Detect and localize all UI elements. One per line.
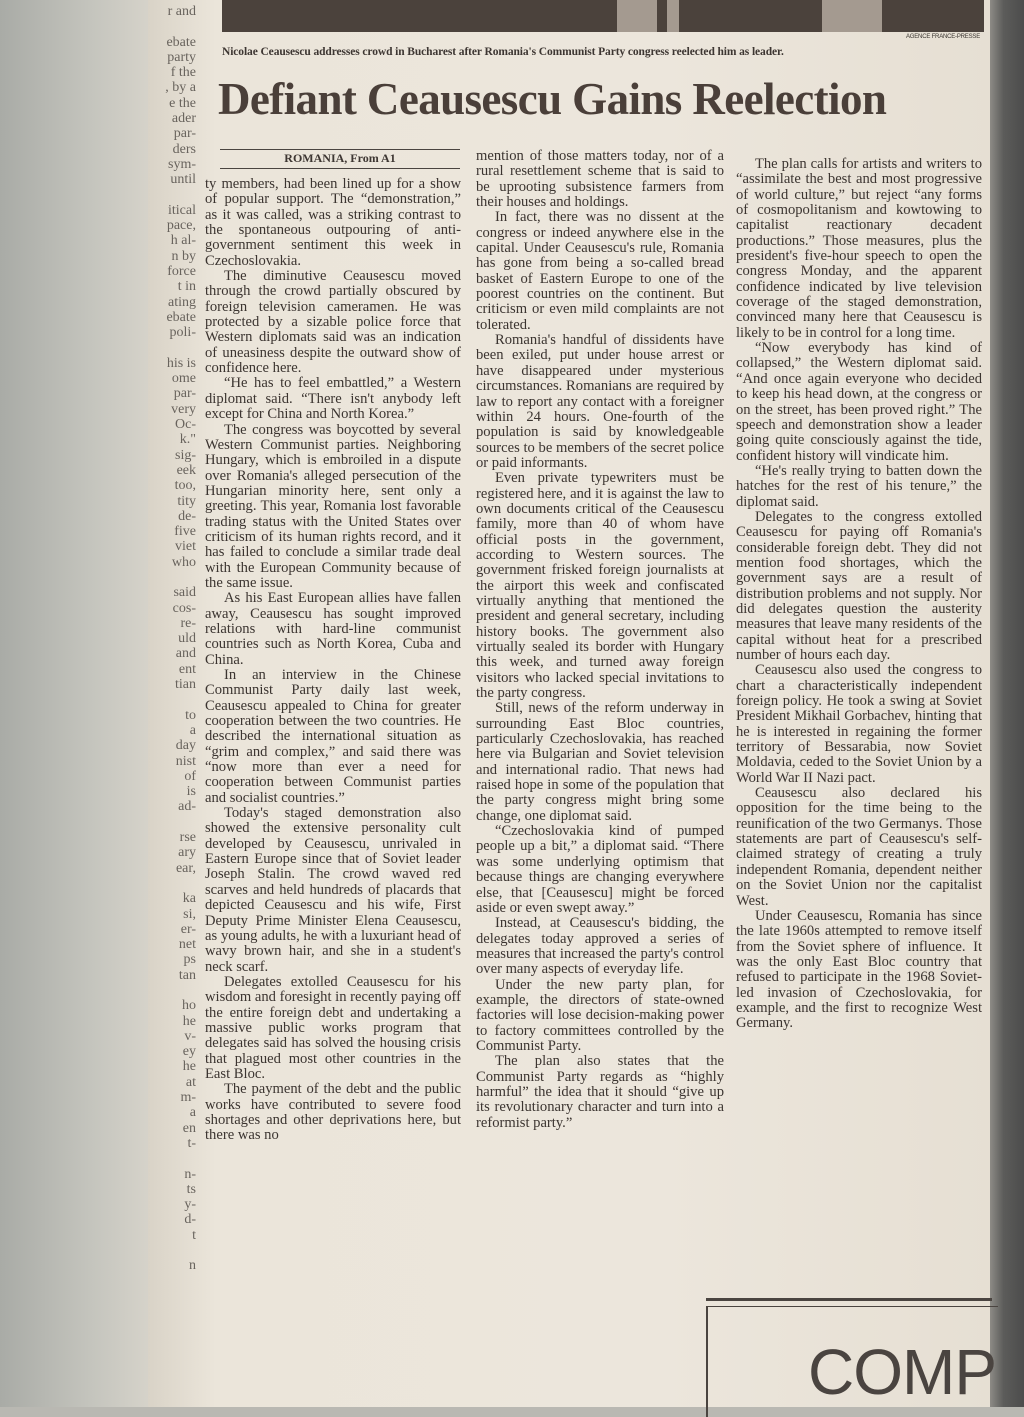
fragment-line: h al- bbox=[170, 233, 196, 249]
article-column-2 bbox=[476, 149, 724, 1131]
fragment-line: ders bbox=[172, 141, 196, 157]
article-paragraph: Delegates to the congress extolled Ceausescu for paying off Romania's considerable foreign debt. They did not mention food shortages, which the government says are a result of distribution problems and not supply. Nor did delegates question the austerity measures that leave many residents of the capital without heat for a prescribed number of hours each day. bbox=[736, 508, 982, 663]
article-paragraph: In fact, there was no dissent at the congress or indeed anywhere else in the capital. Under Ceausescu's rule, Romania has gone from being a so-called bread basket of Eastern Europe to one of the poorest countries on the continent. But criticism or even mild complaints are not tolerated. bbox=[476, 209, 724, 333]
fragment-line bbox=[138, 692, 196, 707]
fragment-line: n- bbox=[184, 1166, 196, 1182]
fragment-line: ary bbox=[178, 845, 196, 861]
fragment-line bbox=[138, 341, 196, 356]
fragment-line: ent bbox=[178, 661, 196, 677]
fragment-line: nist bbox=[175, 753, 196, 769]
article-paragraph: Instead, at Ceausescu's bidding, the delegates today approved a series of measures that increased the party's control over many aspects of everyday life. bbox=[476, 915, 724, 978]
fragment-line: ader bbox=[171, 111, 196, 127]
fragment-line bbox=[138, 570, 196, 585]
article-paragraph: As his East European allies have fallen away, Ceausescu has sought improved relations with hard-line communist countries such as North Korea, Cuba and China. bbox=[205, 590, 461, 668]
fragment-line: par- bbox=[173, 126, 196, 142]
fragment-line: ebate bbox=[166, 34, 196, 50]
fragment-line: party bbox=[167, 49, 196, 65]
article-paragraph: Romania's handful of dissidents have been exiled, put under house arrest or have disappeared under mysterious circumstances. Romanians are required by law to report any contact with a foreigner within 24 hours. One-fourth of the population is said by knowledgeable sources to be members of the secret police or paid informants. bbox=[476, 332, 724, 471]
article-paragraph: Under the new party plan, for example, the directors of state-owned factories will lose decision-making power to factory committees controlled by the Communist Party. bbox=[476, 976, 724, 1054]
fragment-line: tian bbox=[175, 677, 196, 693]
article-paragraph: The plan also states that the Communist Party regards as “highly harmful” the idea that it should “give up its revolutionary character and turn into a reformist party.” bbox=[476, 1053, 724, 1131]
article-paragraph: Still, news of the reform underway in surrounding East Bloc countries, particularly Czechoslovakia, has reached here via Bulgarian and Soviet television and international radio. That news had raised hope in some of the population that the party congress might bring some change, one diplomat said. bbox=[476, 700, 724, 824]
fragment-line: de- bbox=[178, 508, 196, 524]
fragment-line bbox=[138, 815, 196, 830]
fragment-line bbox=[138, 1151, 196, 1166]
scan-background-right bbox=[990, 0, 1024, 1407]
fragment-line: cos- bbox=[172, 600, 196, 616]
photo-credit: AGENCE FRANCE-PRESSE bbox=[905, 34, 980, 40]
adjacent-ad-box bbox=[706, 1306, 998, 1417]
article-paragraph: “Now everybody has kind of collapsed,” the Western diplomat said. “And once again everyone who decided to keep his head down, at the congress or on the street, has been proved right.” The speech and demonstration show a leader going quite consciously against the tide, confident history will vindicate him. bbox=[736, 340, 982, 464]
fragment-line: , by a bbox=[165, 80, 196, 96]
article-paragraph: Delegates extolled Ceausescu for his wisdom and foresight in recently paying off the entire foreign debt and undertaking a massive public works program that delegates said has solved the housing crisis that plagued most other countries in the East Bloc. bbox=[205, 973, 461, 1082]
article-paragraph: “He's really trying to batten down the hatches for the rest of his tenure,” the diplomat said. bbox=[736, 462, 982, 510]
fragment-line: r and bbox=[167, 4, 196, 19]
fragment-line: d- bbox=[184, 1212, 196, 1228]
fragment-line: ad- bbox=[178, 799, 196, 815]
box-rule bbox=[706, 1298, 992, 1301]
fragment-line: poli- bbox=[169, 325, 196, 341]
fragment-line: sym- bbox=[168, 156, 196, 172]
fragment-line: par- bbox=[173, 386, 196, 402]
fragment-line: n by bbox=[171, 248, 196, 264]
ad-box-text: COMP bbox=[808, 1336, 996, 1408]
fragment-line: f the bbox=[170, 65, 196, 81]
article-paragraph: mention of those matters today, nor of a rural resettlement scheme that is said to be uprooting subsistence farmers from their houses and holdings. bbox=[476, 148, 724, 211]
fragment-line: ome bbox=[171, 371, 196, 387]
fragment-line: m- bbox=[180, 1090, 196, 1106]
fragment-line: too, bbox=[174, 478, 196, 494]
fragment-line bbox=[138, 188, 196, 203]
fragment-line: uld bbox=[178, 631, 196, 647]
fragment-line: of bbox=[184, 768, 196, 784]
fragment-line: ps bbox=[183, 952, 196, 968]
fragment-line: eek bbox=[176, 462, 196, 478]
fragment-line: ear, bbox=[175, 860, 196, 876]
fragment-line: force bbox=[167, 264, 196, 280]
fragment-line: ating bbox=[168, 294, 196, 310]
fragment-line: re- bbox=[180, 615, 196, 631]
fragment-line: e the bbox=[169, 95, 196, 111]
fragment-line: rse bbox=[179, 830, 196, 846]
news-photo bbox=[222, 0, 984, 32]
article-paragraph: Even private typewriters must be registered here, and it is against the law to own documents critical of the Ceausescu family, more than 40 of whom have official posts in the government, according to Western sources. The government frisked foreign journalists at the airport this week and confiscated virtually anything that mentioned the president and general secretary, including history books. The government also virtually sealed its border with Hungary this week, and turned away foreign visitors who lacked special invitations to the party congress. bbox=[476, 470, 724, 702]
fragment-line: until bbox=[170, 172, 196, 188]
fragment-line: is bbox=[186, 784, 196, 800]
jump-label: ROMANIA, From A1 bbox=[220, 149, 460, 169]
article-paragraph: The congress was boycotted by several Western Communist parties. Neighboring Hungary, which is embroiled in a dispute over Romania's alleged persecution of the Hungarian minority here, sent only a greeting. This year, Romania lost favorable trading status with the United States over criticism of its human rights record, and it has failed to conclude a similar trade deal with the European Community because of the same issue. bbox=[205, 421, 461, 591]
fragment-line: k." bbox=[179, 432, 196, 448]
fragment-line: ka bbox=[182, 891, 196, 907]
fragment-line: five bbox=[174, 524, 196, 540]
article-column-3 bbox=[736, 157, 982, 1032]
photo-caption: Nicolae Ceausescu addresses crowd in Bucharest after Romania's Communist Party congress reelected him as leader. bbox=[222, 46, 784, 58]
fragment-line: y- bbox=[184, 1197, 196, 1213]
fragment-line: itical bbox=[168, 202, 196, 218]
fragment-line: ebate bbox=[166, 309, 196, 325]
fragment-line bbox=[138, 1243, 196, 1258]
article-paragraph: Ceausescu also declared his opposition for the time being to the reunification of the two Germanys. Those statements are part of Ceausescu's self-claimed strategy of creating a truly independent Romania, dependent neither on the Soviet Union nor the capitalist West. bbox=[736, 785, 982, 909]
headline: Defiant Ceausescu Gains Reelection bbox=[218, 74, 887, 124]
adjacent-column-fragments bbox=[138, 4, 196, 1404]
article-paragraph: Under Ceausescu, Romania has since the late 1960s attempted to remove itself from the Soviet sphere of influence. It was the only East Bloc country that refused to participate in the 1968 Soviet-led invasion of Czechoslovakia, for example, and the first to recognize West Germany. bbox=[736, 907, 982, 1032]
fragment-line: he bbox=[182, 1013, 196, 1029]
fragment-line: n bbox=[189, 1258, 196, 1274]
fragment-line: en bbox=[182, 1120, 196, 1136]
article-paragraph: Today's staged demonstration also showed the extensive personality cult developed by Ceausescu, unrivaled in Eastern Europe since that of Soviet leader Joseph Stalin. The crowd waved red scarves and held hundreds of placards that depicted Ceausescu and his wife, First Deputy Prime Minister Elena Ceausescu, as young adults, he with a luxuriant head of wavy brown hair, and she in a student's neck scarf. bbox=[205, 805, 461, 975]
fragment-line: ho bbox=[182, 998, 196, 1014]
fragment-line: tity bbox=[177, 493, 196, 509]
fragment-line: pace, bbox=[166, 218, 196, 234]
fragment-line: a bbox=[189, 722, 196, 738]
article-paragraph: Ceausescu also used the congress to chart a characteristically independent foreign policy. He took a swing at Soviet President Mikhail Gorbachev, hinting that he is interested in regaining the former territory of Bessarabia, now Soviet Moldavia, ceded to the Soviet Union by a World War II Nazi pact. bbox=[736, 662, 982, 786]
photo-figure bbox=[667, 0, 679, 32]
fragment-line: and bbox=[175, 646, 196, 662]
fragment-line: his is bbox=[166, 355, 196, 371]
fragment-line bbox=[138, 876, 196, 891]
fragment-line: sig- bbox=[175, 447, 196, 463]
fragment-line: Oc- bbox=[175, 417, 196, 433]
fragment-line: he bbox=[182, 1059, 196, 1075]
fragment-line: at bbox=[185, 1074, 196, 1090]
fragment-line: v- bbox=[184, 1028, 196, 1044]
article-paragraph: The plan calls for artists and writers to “assimilate the best and most progressive of world culture,” but reject “any forms of cosmopolitanism and kowtowing to capitalist reactionary decadent productions.” Those measures, plus the president's five-hour speech to open the congress Monday, and the apparent confidence indicated by live television coverage of the staged demonstration, convinced many here that Ceausescu is likely to be in control for a long time. bbox=[736, 156, 982, 341]
article-paragraph: In an interview in the Chinese Communist Party daily last week, Ceausescu appealed to China for greater cooperation between the two countries. He described the international situation as “grim and complex,” and said there was “now more than ever a need for cooperation between Communist parties and socialist countries.” bbox=[205, 667, 461, 806]
fragment-line: ey bbox=[182, 1044, 196, 1060]
fragment-line: said bbox=[173, 585, 196, 601]
fragment-line: si, bbox=[183, 906, 196, 922]
article-paragraph: “He has to feel embattled,” a Western diplomat said. “There isn't anybody left except for China and North Korea.” bbox=[205, 375, 461, 423]
fragment-line: who bbox=[171, 554, 196, 570]
fragment-line bbox=[138, 983, 196, 998]
scan-background-left bbox=[0, 0, 150, 1407]
fragment-line: t- bbox=[187, 1135, 196, 1151]
photo-figure bbox=[822, 0, 882, 32]
fragment-line: ts bbox=[186, 1181, 196, 1197]
article-paragraph: “Czechoslovakia kind of pumped people up a bit,” a diplomat said. “There was some underlying optimism that because things are changing everywhere else, that [Ceausescu] might be forced aside or even swept away.” bbox=[476, 823, 724, 916]
fragment-line: tan bbox=[178, 967, 196, 983]
article-paragraph: ty members, had been lined up for a show of popular support. The “demonstration,” as it was called, was a striking contrast to the spontaneous outpouring of anti-government sentiment this week in Czechoslovakia. bbox=[205, 176, 461, 269]
fragment-line: t bbox=[192, 1227, 196, 1243]
article-paragraph: The payment of the debt and the public works have contributed to severe food shortages and other deprivations here, but there was no bbox=[205, 1081, 461, 1144]
fragment-line: net bbox=[178, 937, 196, 953]
fragment-line: er- bbox=[180, 921, 196, 937]
article-paragraph: The diminutive Ceausescu moved through the crowd partially obscured by foreign television cameramen. He was protected by a sizable police force that Western diplomats said was an indication of uneasiness despite the outward show of confidence here. bbox=[205, 268, 461, 377]
fragment-line: viet bbox=[175, 539, 196, 555]
fragment-line: t in bbox=[177, 279, 196, 295]
article-column-1 bbox=[205, 177, 461, 1144]
fragment-line: to bbox=[185, 707, 196, 723]
fragment-line: day bbox=[175, 738, 196, 754]
fragment-line: a bbox=[189, 1105, 196, 1121]
photo-figure bbox=[617, 0, 657, 32]
fragment-line bbox=[138, 19, 196, 34]
fragment-line: very bbox=[171, 401, 196, 417]
